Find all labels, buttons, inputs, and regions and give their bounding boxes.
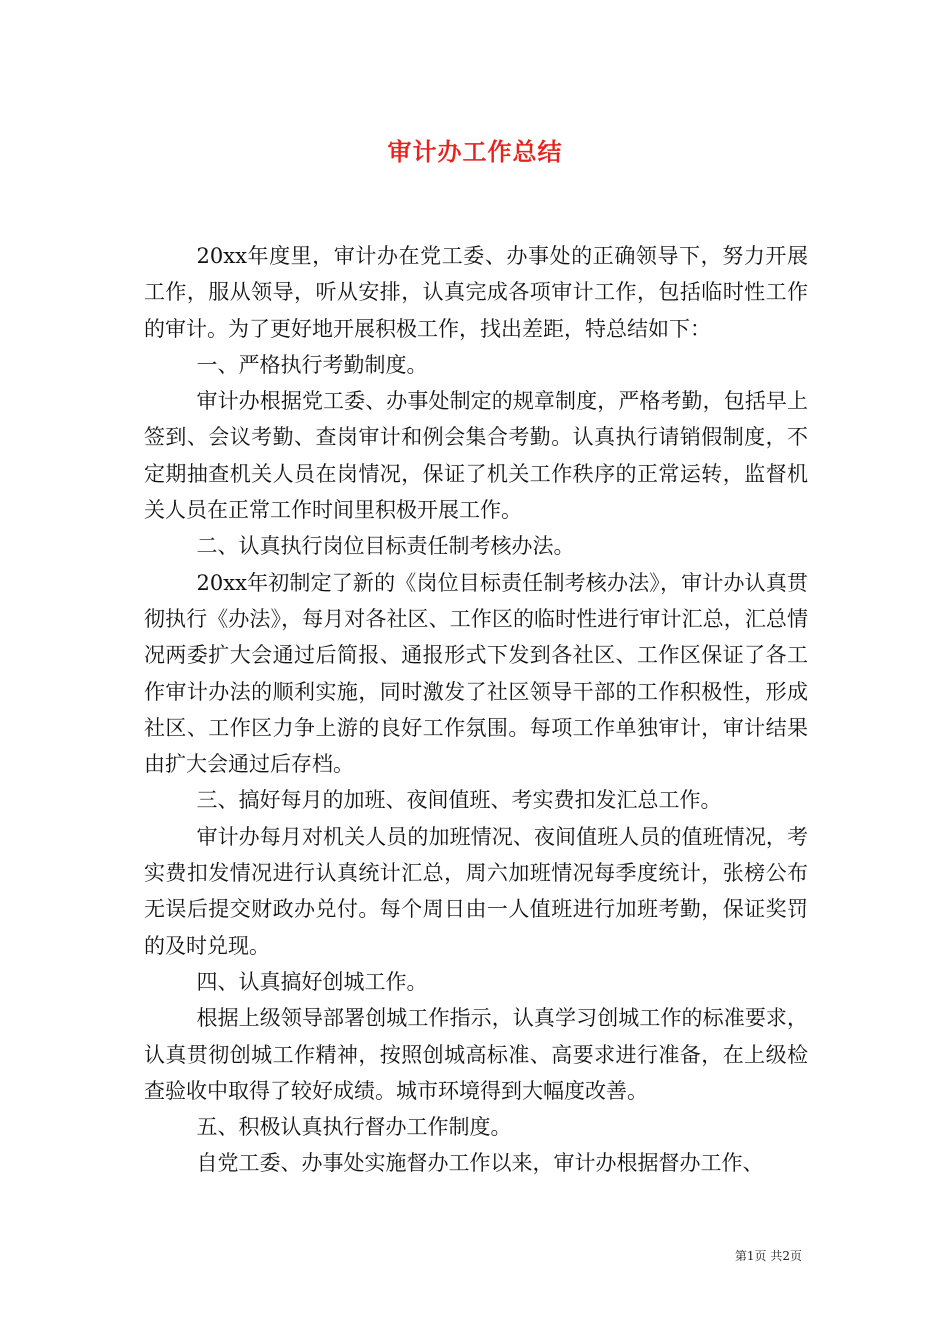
section-heading-2: 二、认真执行岗位目标责任制考核办法。 bbox=[196, 534, 575, 559]
section-heading-1: 一、严格执行考勤制度。 bbox=[196, 352, 428, 377]
section-paragraph-1: 审计办根据党工委、办事处制定的规章制度，严格考勤，包括早上签到、会议考勤、查岗审计和例会集合考勤。认真执行请销假制度，不定期抽查机关人员在岗情况，保证了机关工作秩序的正常运转，监督机关人员在正常工作时间里积极开展工作。 bbox=[144, 389, 808, 523]
intro-paragraph: 20xx年度里，审计办在党工委、办事处的正确领导下，努力开展工作，服从领导，听从安排，认真完成各项审计工作，包括临时性工作的审计。为了更好地开展积极工作，找出差距，特总结如下： bbox=[144, 244, 808, 341]
page-number-footer: 第1页 共2页 bbox=[734, 1249, 802, 1263]
section-paragraph-5: 自党工委、办事处实施督办工作以来，审计办根据督办工作、 bbox=[196, 1151, 764, 1176]
section-heading-3: 三、搞好每月的加班、夜间值班、考实费扣发汇总工作。 bbox=[196, 788, 722, 813]
document-title: 审计办工作总结 bbox=[387, 137, 563, 166]
section-paragraph-4: 根据上级领导部署创城工作指示，认真学习创城工作的标准要求，认真贯彻创城工作精神，按照创城高标准、高要求进行准备，在上级检查验收中取得了较好成绩。城市环境得到大幅度改善。 bbox=[144, 1006, 808, 1103]
section-paragraph-2: 20xx年初制定了新的《岗位目标责任制考核办法》，审计办认真贯彻执行《办法》，每月对各社区、工作区的临时性进行审计汇总，汇总情况两委扩大会通过后简报、通报形式下发到各社区、工作区保证了各工作审计办法的顺利实施，同时激发了社区领导干部的工作积极性，形成社区、工作区力争上游的良好工作氛围。每项工作单独审计，审计结果由扩大会通过后存档。 bbox=[144, 570, 808, 777]
document-body bbox=[144, 238, 808, 1182]
section-heading-4: 四、认真搞好创城工作。 bbox=[196, 969, 428, 994]
section-heading-5: 五、积极认真执行督办工作制度。 bbox=[196, 1115, 512, 1140]
section-paragraph-3: 审计办每月对机关人员的加班情况、夜间值班人员的值班情况，考实费扣发情况进行认真统计汇总，周六加班情况每季度统计，张榜公布无误后提交财政办兑付。每个周日由一人值班进行加班考勤，保证奖罚的及时兑现。 bbox=[144, 824, 808, 958]
